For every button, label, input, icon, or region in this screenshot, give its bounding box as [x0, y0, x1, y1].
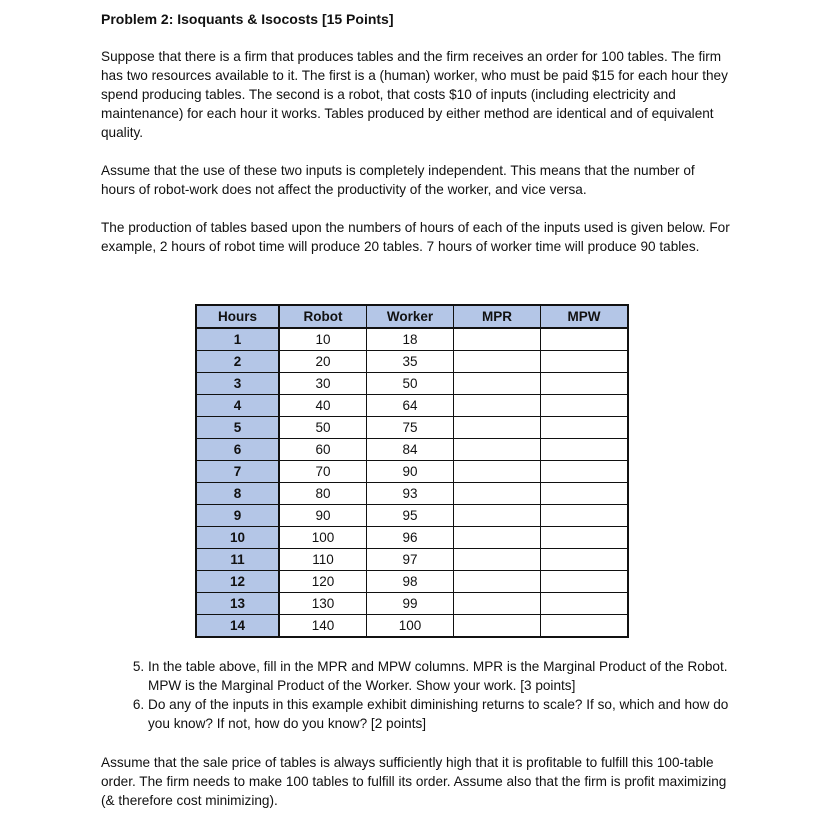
table-row — [196, 571, 628, 593]
cell-hours: 12 — [196, 571, 279, 593]
cell-robot: 40 — [279, 395, 367, 417]
header-mpr: MPR — [454, 305, 541, 328]
cell-robot: 120 — [279, 571, 367, 593]
paragraph-intro: Suppose that there is a firm that produces tables and the firm receives an order for 100 tables. The firm has two resources available to it. The first is a (human) worker, who must be paid $15 for each hour they spend producing tables. The second is a robot, that costs $10 of inputs (including electricity and maintenance) for each hour it works. Tables produced by either method are identical and of equivalent quality. — [101, 49, 728, 140]
cell-mpr — [454, 461, 541, 483]
cell-mpw — [541, 549, 629, 571]
cell-mpw — [541, 615, 629, 638]
cell-mpw — [541, 461, 629, 483]
table-row — [196, 439, 628, 461]
cell-hours: 3 — [196, 373, 279, 395]
cell-mpw — [541, 527, 629, 549]
cell-robot: 70 — [279, 461, 367, 483]
table-row — [196, 395, 628, 417]
cell-hours: 5 — [196, 417, 279, 439]
table-row — [196, 615, 628, 638]
cell-mpw — [541, 505, 629, 527]
cell-mpw — [541, 395, 629, 417]
cell-robot: 80 — [279, 483, 367, 505]
cell-mpr — [454, 593, 541, 615]
cell-robot: 110 — [279, 549, 367, 571]
paragraph-independence: Assume that the use of these two inputs is completely independent. This means that the number of hours of robot-work does not affect the productivity of the worker, and vice versa. — [101, 163, 695, 197]
cell-worker: 100 — [367, 615, 454, 638]
table-row — [196, 461, 628, 483]
cell-worker: 35 — [367, 351, 454, 373]
cell-mpr — [454, 351, 541, 373]
cell-mpr — [454, 395, 541, 417]
cell-hours: 9 — [196, 505, 279, 527]
cell-hours: 1 — [196, 328, 279, 351]
table-row — [196, 549, 628, 571]
cell-hours: 14 — [196, 615, 279, 638]
header-hours: Hours — [196, 305, 279, 328]
cell-mpr — [454, 417, 541, 439]
header-mpw: MPW — [541, 305, 629, 328]
cell-worker: 90 — [367, 461, 454, 483]
cell-mpr — [454, 527, 541, 549]
table-header-row — [196, 305, 628, 328]
table-row — [196, 527, 628, 549]
cell-robot: 100 — [279, 527, 367, 549]
cell-mpw — [541, 439, 629, 461]
cell-mpw — [541, 571, 629, 593]
cell-mpr — [454, 328, 541, 351]
cell-mpr — [454, 571, 541, 593]
table-row — [196, 373, 628, 395]
cell-worker: 64 — [367, 395, 454, 417]
problem-title: Problem 2: Isoquants & Isocosts [15 Points] — [101, 11, 394, 27]
table-row — [196, 483, 628, 505]
cell-hours: 2 — [196, 351, 279, 373]
cell-hours: 7 — [196, 461, 279, 483]
cell-robot: 90 — [279, 505, 367, 527]
cell-hours: 13 — [196, 593, 279, 615]
cell-worker: 18 — [367, 328, 454, 351]
cell-hours: 11 — [196, 549, 279, 571]
cell-worker: 75 — [367, 417, 454, 439]
cell-mpw — [541, 417, 629, 439]
cell-robot: 50 — [279, 417, 367, 439]
cell-mpr — [454, 615, 541, 638]
cell-mpw — [541, 351, 629, 373]
document-page — [101, 10, 731, 275]
cell-worker: 98 — [367, 571, 454, 593]
cell-worker: 99 — [367, 593, 454, 615]
cell-hours: 6 — [196, 439, 279, 461]
cell-robot: 140 — [279, 615, 367, 638]
cell-worker: 93 — [367, 483, 454, 505]
paragraph-closing: Assume that the sale price of tables is always sufficiently high that it is profitable to fulfill this 100-table order. The firm needs to make 100 tables to fulfill its order. Assume also that the firm is profit maximizing (& therefore cost minimizing). — [101, 755, 727, 808]
cell-robot: 20 — [279, 351, 367, 373]
cell-mpw — [541, 328, 629, 351]
cell-worker: 97 — [367, 549, 454, 571]
cell-mpr — [454, 483, 541, 505]
table-row — [196, 505, 628, 527]
cell-mpw — [541, 593, 629, 615]
question-6: 6. Do any of the inputs in this example exhibit diminishing returns to scale? If so, which and how do you know? If not, how do you know? [2 points] — [148, 695, 738, 733]
header-worker: Worker — [367, 305, 454, 328]
cell-robot: 10 — [279, 328, 367, 351]
header-robot: Robot — [279, 305, 367, 328]
cell-worker: 95 — [367, 505, 454, 527]
cell-robot: 60 — [279, 439, 367, 461]
cell-mpr — [454, 439, 541, 461]
cell-worker: 84 — [367, 439, 454, 461]
table-row — [196, 351, 628, 373]
production-table — [195, 304, 629, 638]
cell-mpr — [454, 549, 541, 571]
table-row — [196, 328, 628, 351]
cell-mpw — [541, 373, 629, 395]
cell-hours: 10 — [196, 527, 279, 549]
cell-robot: 30 — [279, 373, 367, 395]
question-list — [101, 657, 738, 733]
cell-hours: 4 — [196, 395, 279, 417]
question-5: 5. In the table above, fill in the MPR and MPW columns. MPR is the Marginal Product of the Robot. MPW is the Marginal Product of the Worker. Show your work. [3 points] — [148, 657, 738, 695]
cell-mpw — [541, 483, 629, 505]
cell-hours: 8 — [196, 483, 279, 505]
paragraph-production: The production of tables based upon the numbers of hours of each of the inputs used is given below. For example, 2 hours of robot time will produce 20 tables. 7 hours of worker time will produce 90 tables. — [101, 220, 730, 254]
cell-mpr — [454, 373, 541, 395]
table-row — [196, 593, 628, 615]
cell-mpr — [454, 505, 541, 527]
table-row — [196, 417, 628, 439]
cell-worker: 96 — [367, 527, 454, 549]
cell-robot: 130 — [279, 593, 367, 615]
cell-worker: 50 — [367, 373, 454, 395]
